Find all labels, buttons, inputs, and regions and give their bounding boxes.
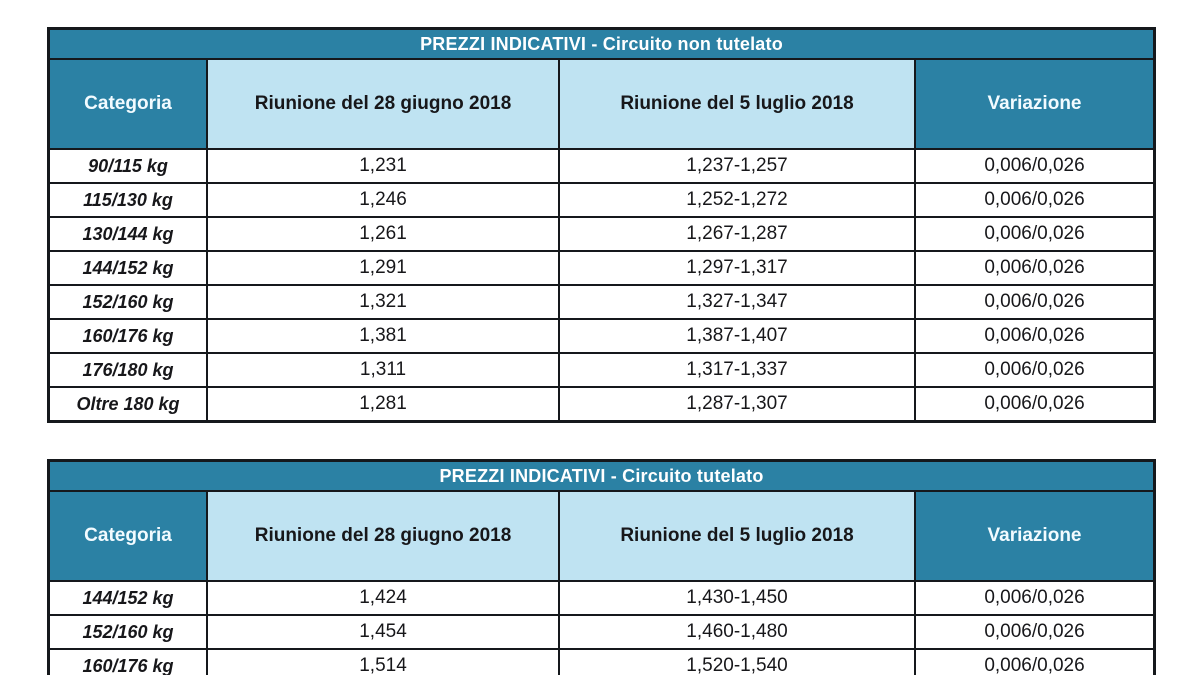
column-header-riunione-5-luglio: Riunione del 5 luglio 2018 (560, 492, 916, 580)
variazione-cell: 0,006/0,026 (984, 189, 1085, 210)
category-cell: Oltre 180 kg (50, 388, 208, 420)
table-row (50, 218, 1153, 252)
category-cell: 90/115 kg (50, 150, 208, 182)
price-28-giugno-cell: 1,246 (208, 184, 560, 216)
table-row (50, 582, 1153, 616)
category-cell: 115/130 kg (50, 184, 208, 216)
variazione-cell: 0,006/0,026 (984, 587, 1085, 608)
category-cell: 176/180 kg (50, 354, 208, 386)
column-header-variazione: Variazione (916, 492, 1153, 580)
price-28-giugno-cell: 1,454 (208, 616, 560, 648)
column-header-variazione: Variazione (916, 60, 1153, 148)
document-page (0, 27, 1200, 675)
price-28-giugno-cell: 1,291 (208, 252, 560, 284)
price-5-luglio-cell: 1,460-1,480 (560, 616, 916, 648)
table-header-row (50, 492, 1153, 582)
column-header-riunione-28-giugno: Riunione del 28 giugno 2018 (208, 60, 560, 148)
variazione-cell: 0,006/0,026 (984, 359, 1085, 380)
category-cell: 130/144 kg (50, 218, 208, 250)
table-row (50, 320, 1153, 354)
price-28-giugno-cell: 1,514 (208, 650, 560, 675)
price-table-circuito-non-tutelato (47, 27, 1156, 423)
variazione-cell: 0,006/0,026 (984, 291, 1085, 312)
category-cell: 144/152 kg (50, 582, 208, 614)
price-28-giugno-cell: 1,381 (208, 320, 560, 352)
table-title-tutelato: PREZZI INDICATIVI - Circuito tutelato (50, 462, 1153, 492)
variazione-cell: 0,006/0,026 (984, 223, 1085, 244)
price-28-giugno-cell: 1,281 (208, 388, 560, 420)
price-5-luglio-cell: 1,520-1,540 (560, 650, 916, 675)
variazione-cell: 0,006/0,026 (984, 155, 1085, 176)
price-5-luglio-cell: 1,317-1,337 (560, 354, 916, 386)
column-header-riunione-5-luglio: Riunione del 5 luglio 2018 (560, 60, 916, 148)
category-cell: 144/152 kg (50, 252, 208, 284)
table-row (50, 354, 1153, 388)
column-header-categoria: Categoria (50, 492, 208, 580)
table-row (50, 616, 1153, 650)
price-5-luglio-cell: 1,430-1,450 (560, 582, 916, 614)
variazione-cell: 0,006/0,026 (984, 655, 1085, 675)
variazione-cell: 0,006/0,026 (984, 325, 1085, 346)
table-body (50, 150, 1153, 420)
table-header-row (50, 60, 1153, 150)
category-cell: 152/160 kg (50, 286, 208, 318)
variazione-cell: 0,006/0,026 (984, 621, 1085, 642)
variazione-cell: 0,006/0,026 (984, 393, 1085, 414)
category-cell: 160/176 kg (50, 320, 208, 352)
price-table-circuito-tutelato (47, 459, 1156, 675)
column-header-riunione-28-giugno: Riunione del 28 giugno 2018 (208, 492, 560, 580)
category-cell: 160/176 kg (50, 650, 208, 675)
price-28-giugno-cell: 1,231 (208, 150, 560, 182)
category-cell: 152/160 kg (50, 616, 208, 648)
table-title-non-tutelato: PREZZI INDICATIVI - Circuito non tutelato (50, 30, 1153, 60)
table-row (50, 150, 1153, 184)
price-5-luglio-cell: 1,387-1,407 (560, 320, 916, 352)
table-body (50, 582, 1153, 675)
table-row (50, 184, 1153, 218)
table-row (50, 650, 1153, 675)
price-5-luglio-cell: 1,297-1,317 (560, 252, 916, 284)
price-28-giugno-cell: 1,261 (208, 218, 560, 250)
column-header-categoria: Categoria (50, 60, 208, 148)
price-5-luglio-cell: 1,327-1,347 (560, 286, 916, 318)
table-row (50, 252, 1153, 286)
variazione-cell: 0,006/0,026 (984, 257, 1085, 278)
price-28-giugno-cell: 1,311 (208, 354, 560, 386)
price-28-giugno-cell: 1,321 (208, 286, 560, 318)
price-5-luglio-cell: 1,287-1,307 (560, 388, 916, 420)
price-5-luglio-cell: 1,237-1,257 (560, 150, 916, 182)
price-5-luglio-cell: 1,267-1,287 (560, 218, 916, 250)
table-row (50, 388, 1153, 420)
price-28-giugno-cell: 1,424 (208, 582, 560, 614)
price-5-luglio-cell: 1,252-1,272 (560, 184, 916, 216)
table-row (50, 286, 1153, 320)
